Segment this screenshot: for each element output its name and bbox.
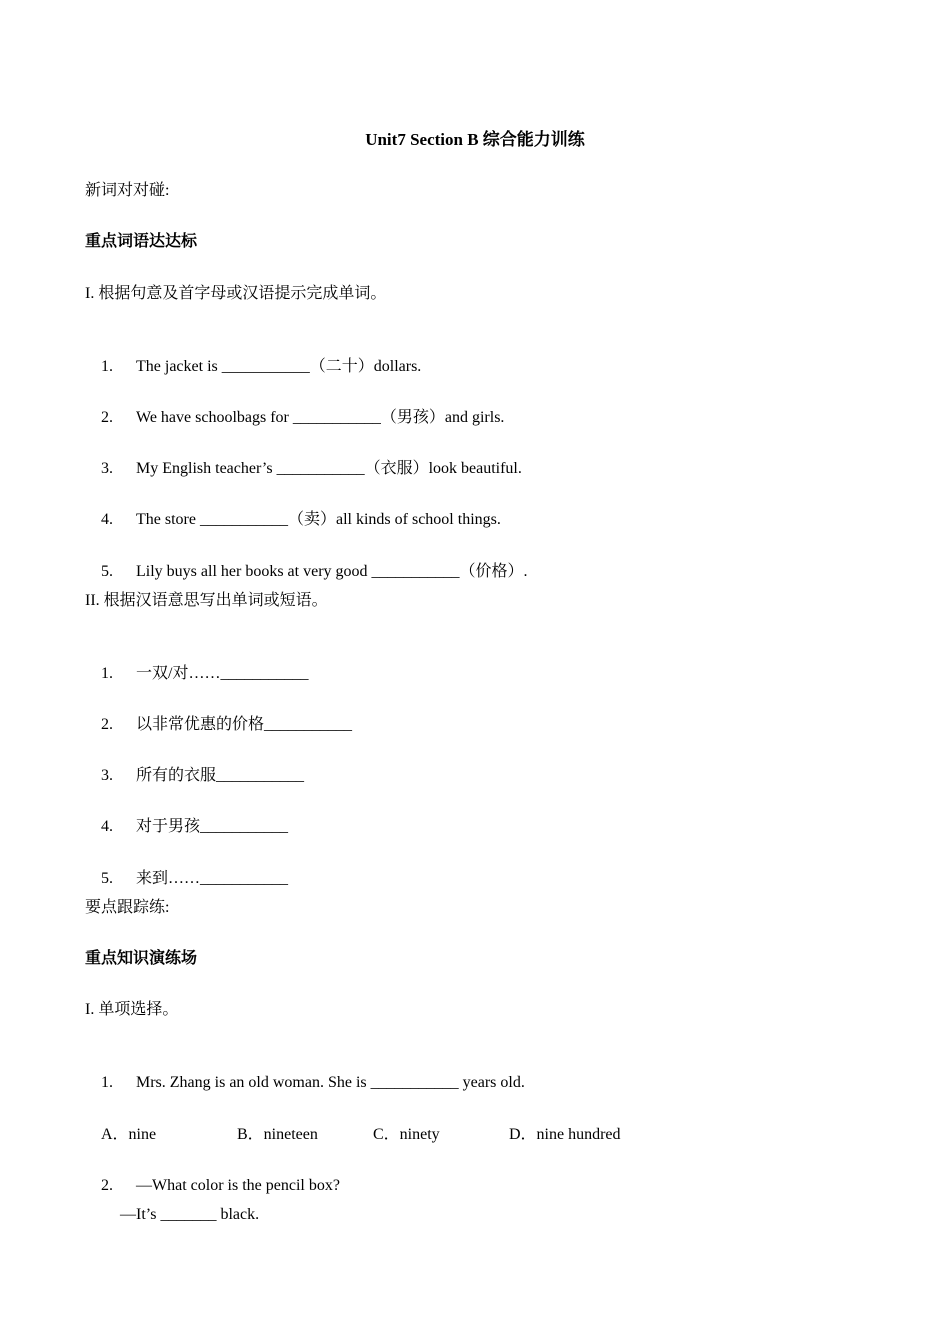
exercise-item [85,692,865,743]
item-text: We have schoolbags for ___________（男孩）and girls. [136,408,505,426]
exercise-item [85,846,865,897]
item-text: 以非常优惠的价格___________ [136,716,353,734]
exercise-item [85,436,865,487]
item-text: 一双/对……___________ [136,664,309,682]
item-number: 1. [101,1074,113,1092]
item-text: 对于男孩___________ [136,818,289,836]
question-text: —What color is the pencil box? [136,1176,340,1194]
item-number: 4. [101,511,113,529]
exercise-item [85,539,865,590]
item-number: 1. [101,357,113,375]
option-a: A．nine [101,1125,157,1143]
item-number: 3. [101,767,113,785]
part1-section1-label: I. 根据句意及首字母或汉语提示完成单词。 [85,284,387,302]
item-number: 4. [101,818,113,836]
option-c: C．ninety [373,1125,440,1143]
item-number: 5. [101,562,113,580]
item-text: The store ___________（卖）all kinds of school things. [136,511,501,529]
item-number: 2. [101,408,113,426]
exercise-item [85,641,865,692]
question-answer-line: —It’s _______ black. [120,1205,260,1223]
exercise-item [85,487,865,538]
option-b: B．nineteen [237,1125,318,1143]
page-title: Unit7 Section B 综合能力训练 [365,130,585,149]
item-number: 5. [101,869,113,887]
part2-heading: 重点知识演练场 [85,950,198,967]
item-number: 2. [101,1176,113,1194]
tracking-label: 要点跟踪练: [85,898,170,916]
exercise-item [85,334,865,385]
item-number: 3. [101,460,113,478]
intro-label: 新词对对碰: [85,182,170,200]
part1-heading: 重点词语达达标 [85,233,198,251]
question-text: Mrs. Zhang is an old woman. She is ___________ years old. [136,1074,525,1092]
item-number: 1. [101,664,113,682]
item-text: My English teacher’s ___________（衣服）look beautiful. [136,460,522,478]
question-item [85,1050,865,1101]
question-item [85,1153,865,1204]
part1-section2-label: II. 根据汉语意思写出单词或短语。 [85,591,328,609]
item-text: Lily buys all her books at very good ___________（价格）. [136,562,528,580]
item-text: 所有的衣服___________ [136,767,305,785]
options-row [85,1102,865,1153]
item-number: 2. [101,716,113,734]
item-text: 来到……___________ [136,869,289,887]
option-d: D．nine hundred [509,1125,621,1143]
item-text: The jacket is ___________（二十）dollars. [136,357,422,375]
exercise-item [85,794,865,845]
exercise-item [85,385,865,436]
part2-section1-label: I. 单项选择。 [85,1001,179,1019]
exercise-item [85,743,865,794]
